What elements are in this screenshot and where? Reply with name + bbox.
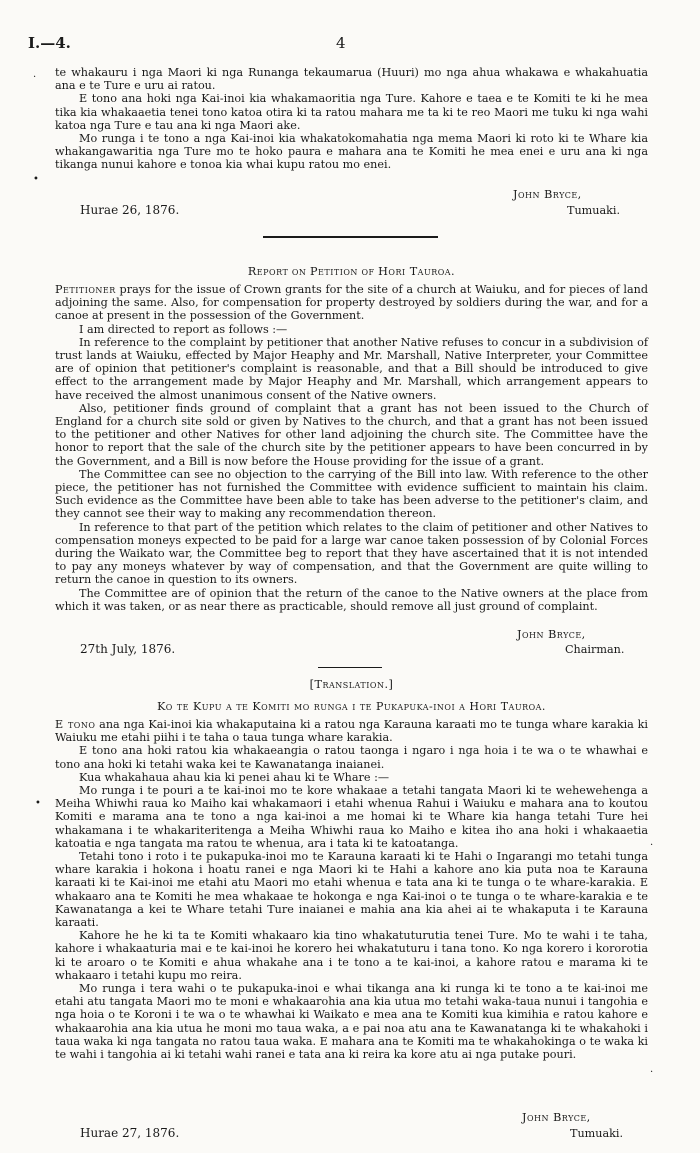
paragraph: In reference to that part of the petition which relates to the claim of petitioner and other Natives to compensation moneys expected to be paid for a large war canoe taken possession of by Colonial Forces during the Waikato war, the Committee beg to report that they have ascertained that it is not intended to pay any moneys whatever by way of compensation, and that the Government are quite willing to return the canoe in question to its owners.	[55, 520, 648, 587]
signature-name: John Bryce,	[517, 628, 586, 641]
margin-mark: •	[33, 174, 39, 185]
margin-mark: .	[33, 69, 37, 80]
document-reference: I.—4.	[28, 34, 71, 52]
paragraph-text: prays for the issue of Crown grants for the site of a church at Waiuku, and for pieces of land adjoining the same. Also, for compensation for property destroyed by soldiers during the war, and for a canoe at present in the possession of the Government.	[55, 283, 648, 323]
paragraph: Kahore he he ki ta te Komiti whakaaro kia tino whakatuturutia tenei Ture. Mo te wahi i te taha, kahore i whakaaturia mai e te kai-inoi he korero hei whakatuturu i tana tono. Ko nga korero i kororotia ki te aroaro o te Komiti e ahua whakahe ana i te tono a te kai-inoi, a kahore ratou e marama ki te whakaaro i tetahi kupu mo reira.	[55, 929, 648, 982]
margin-mark: •	[35, 798, 41, 809]
translation-label: [Translation.]	[309, 678, 394, 691]
paragraph: The Committee are of opinion that the return of the canoe to the Native owners at the place from which it was taken, or as near there as practicable, should remove all just ground of complaint.	[55, 586, 648, 613]
paragraph: Kua whakahaua ahau kia ki penei ahau ki te Whare :—	[79, 770, 390, 784]
signature-title: Tumuaki.	[567, 204, 621, 217]
signature-date: 27th July, 1876.	[80, 642, 176, 656]
lead-word: E tono	[55, 718, 96, 731]
signature-date: Hurae 26, 1876.	[80, 203, 180, 217]
margin-mark: .	[650, 1064, 654, 1075]
lead-word: Petitioner	[55, 283, 116, 296]
report-title	[55, 265, 648, 278]
paragraph: te whakauru i nga Maori ki nga Runanga tekaumarua (Huuri) mo nga ahua whakawa e whakahuatia ana e te Ture e uru ai ratou.	[55, 66, 648, 93]
paragraph: E tono ana hoki nga Kai-inoi kia whakamaoritia nga Ture. Kahore e taea e te Komiti te ki he mea tika kia whakaaetia tenei tono katoa otira ki ta ratou mahara me ta ki te reo Maori me tuku ki nga wahi katoa nga Ture e tau ana ki nga Maori ake.	[55, 92, 648, 132]
paragraph-text: ana nga Kai-inoi kia whakaputaina ki a ratou nga Karauna karaati mo te tunga whare karakia ki Waiuku me etahi piihi i te taha o taua tunga whare karakia.	[55, 718, 648, 745]
signature-name: John Bryce,	[513, 188, 582, 201]
section2-body	[55, 283, 648, 613]
paragraph: Mo runga i tera wahi o te pukapuka-inoi e whai tikanga ana ki runga ki te tono a te kai-inoi me etahi atu tangata Maori mo te moni e whakaarohia ana kia utua mo tetahi waka-taua nunui i tangohia e nga hoia o te Koroni i te wa o te whawhai ki Waikato e mea ana te Komiti kua kimihia e ratou kahore e whakaarohia ana kia utua he moni mo taua waka, a e pai noa atu ana te Kawanatanga ki te whakahoki i taua waka ki nga tangata no ratou taua waka. E mahara ana te Komiti ma te whakahokinga o te waka ki te wahi i tangohia ai ki tetahi wahi ranei e tata ana ki reira ka kore atu ai nga putake pouri.	[55, 982, 648, 1062]
section-divider	[263, 236, 438, 238]
signature-name: John Bryce,	[522, 1111, 591, 1124]
translation-title: Ko te Kupu a te Komiti mo runga i te Pukapuka-inoi a Hori Tauroa.	[157, 700, 546, 713]
paragraph	[55, 718, 648, 744]
paragraph: Also, petitioner finds ground of complaint that a grant has not been issued to the Church of England for a church site sold or given by Natives to the church, and that a grant has not been issued to the petitioner and other Natives for other land adjoining the church site. The Committee have the honor to report that the sale of the church site by the petitioner appears to have been concurred in by the Government, and a Bill is now before the House providing for the issue of a grant.	[55, 401, 648, 468]
paragraph: E tono ana hoki ratou kia whakaeangia o ratou taonga i ngaro i nga hoia i te wa o te whawhai e tono ana hoki ki tetahi waka kei te Kawanatanga inaianei.	[55, 744, 648, 771]
section-divider	[318, 667, 382, 668]
title-word: Report	[247, 265, 289, 278]
title-word: of	[361, 265, 375, 278]
paragraph: Tetahi tono i roto i te pukapuka-inoi mo te Karauna karaati ki te Hahi o Ingarangi mo tetahi tunga whare karakia i hokona i hoatu ranei e nga Maori ki te Hahi a kahore ano kia puta noa te Karauna karaati ki te Kai-inoi me etahi atu Maori mo etahi whenua e tata ana ki te tunga o te whare-karakia. E whakaaro ana te Komiti he mea whakaae te hokonga e nga Kai-inoi o te tunga o te whare-karakia e te Kawanatanga a kei te Whare tetahi Ture inaianei e mahia ana kia ahei ai te whakaputa i te Karauna karaati.	[55, 850, 648, 930]
signature-date: Hurae 27, 1876.	[80, 1126, 180, 1140]
paragraph: I am directed to report as follows :—	[79, 322, 288, 336]
paragraph: Mo runga i te tono a nga Kai-inoi kia whakatokomahatia nga mema Maori ki roto ki te Whare kia whakangawaritia nga Ture mo te hoko paura e mahara ana te Komiti he mea enei e uru ana ki nga tikanga nunui kahore e tonoa kia whai kupu ratou mo enei.	[55, 132, 648, 172]
section1-body	[55, 66, 648, 172]
title-word: on	[291, 265, 307, 278]
page-number: 4	[336, 34, 346, 52]
paragraph: Mo runga i te pouri a te kai-inoi mo te kore whakaae a tetahi tangata Maori ki te wehewehenga a Meiha Whiwhi raua ko Maiho kai whakamaori i etahi whenua Rahui i Waiuku e mahara ana to koutou Komiti e marama ana te tono a nga kai-inoi a me homai ki te Whare kia hanga tetahi Ture hei whakamana i te whakariteritenga a Meiha Whiwhi raua ko Maiho e kitea iho ana hoki i whakaaetia katoatia e nga tangata ma ratou te whenua, ara i tata ki te katoatanga.	[55, 784, 648, 850]
title-name: Hori Tauroa.	[378, 265, 456, 278]
title-word: Petition	[310, 265, 358, 278]
margin-mark: .	[650, 837, 654, 848]
signature-title: Chairman.	[565, 643, 625, 656]
paragraph	[55, 283, 648, 323]
signature-title: Tumuaki.	[570, 1127, 624, 1140]
paragraph: The Committee can see no objection to the carrying of the Bill into law. With reference to the other piece, the petitioner has not furnished the Committee with evidence sufficient to maintain his claim. Such evidence as the Committee have been able to take has been adverse to the petitioner's claim, and they cannot see their way to making any recommendation thereon.	[55, 467, 648, 521]
paragraph: In reference to the complaint by petitioner that another Native refuses to concur in a subdivision of trust lands at Waiuku, effected by Major Heaphy and Mr. Marshall, Native Interpreter, your Committee are of opinion that petitioner's complaint is reasonable, and that a Bill should be introduced to give effect to the arrangement made by Major Heaphy and Mr. Marshall, which arrangement appears to have received the almost unanimous consent of the Native owners.	[55, 335, 648, 402]
section3-body	[55, 718, 648, 1061]
